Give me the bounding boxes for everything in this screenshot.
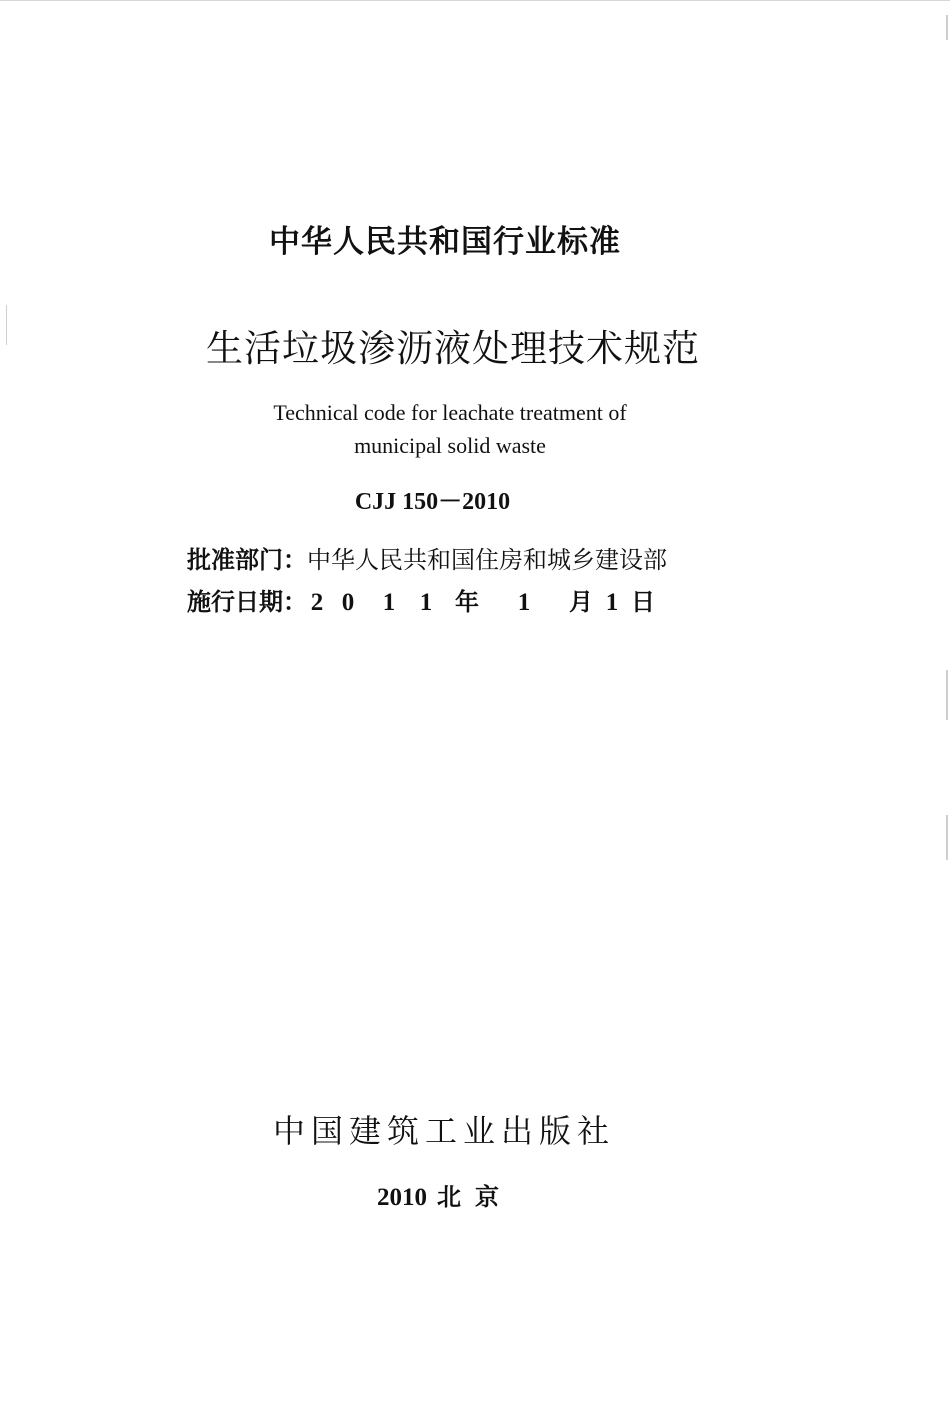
month-value: 1 bbox=[517, 589, 531, 616]
scan-edge-mark bbox=[946, 670, 948, 720]
title-english bbox=[0, 396, 900, 462]
effective-date-label: 施行日期： bbox=[187, 588, 307, 616]
publish-city: 北京 bbox=[437, 1183, 513, 1211]
scan-edge-top bbox=[0, 0, 950, 1]
title-english-line-2: municipal solid waste bbox=[354, 433, 546, 458]
effective-date bbox=[187, 582, 655, 617]
scan-edge-mark bbox=[946, 15, 948, 40]
day-unit: 日 bbox=[631, 588, 655, 616]
year-digit: 0 bbox=[341, 589, 355, 616]
standard-type: 中华人民共和国行业标准 bbox=[269, 224, 621, 260]
approval-label: 批准部门： bbox=[187, 546, 307, 574]
scan-edge-mark bbox=[946, 815, 948, 860]
approval-department bbox=[187, 540, 667, 575]
title-chinese: 生活垃圾渗沥液处理技术规范 bbox=[206, 327, 700, 370]
title-english-line-1: Technical code for leachate treatment of bbox=[273, 400, 627, 425]
month-unit: 月 bbox=[569, 588, 593, 616]
publish-year: 2010 bbox=[377, 1184, 427, 1211]
year-unit: 年 bbox=[455, 588, 479, 616]
day-value: 1 bbox=[605, 589, 619, 616]
publication-info bbox=[0, 1177, 890, 1212]
publisher: 中国建筑工业出版社 bbox=[272, 1112, 615, 1150]
standard-code: CJJ 150－2010 bbox=[354, 489, 511, 515]
year-digit: 1 bbox=[419, 589, 433, 616]
year-digit: 1 bbox=[382, 589, 396, 616]
year-digit: 2 bbox=[310, 589, 324, 616]
approval-value: 中华人民共和国住房和城乡建设部 bbox=[307, 546, 667, 574]
